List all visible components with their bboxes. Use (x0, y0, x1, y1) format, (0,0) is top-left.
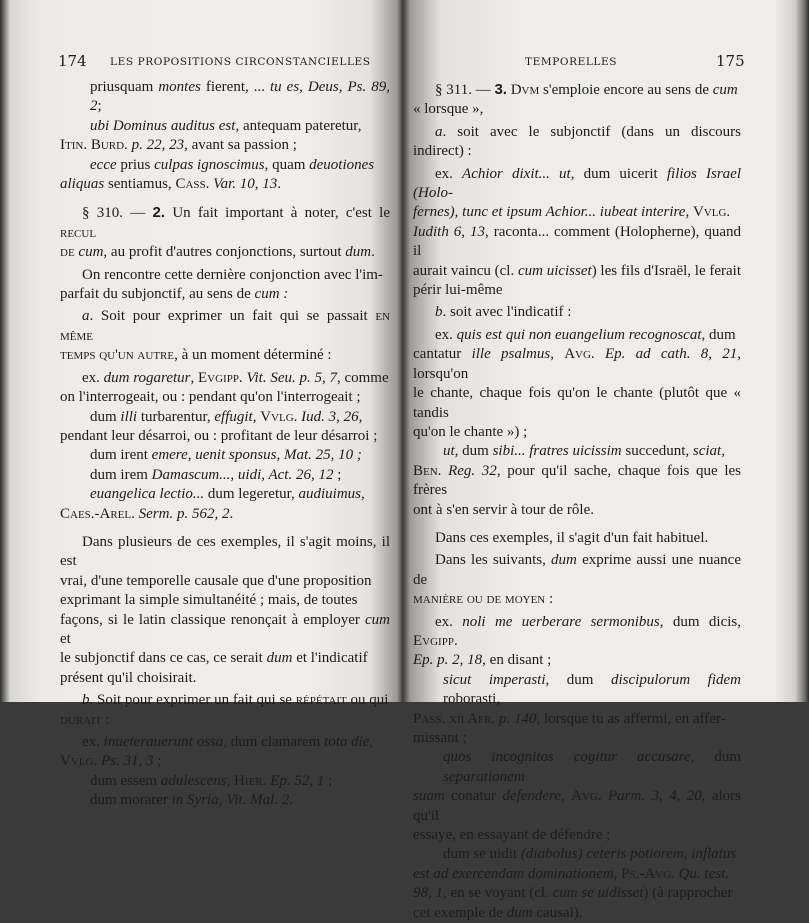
text-line: Ep. p. 2, 18, en disant ; (413, 652, 552, 669)
text-line: Dans les suivants, dum exprime aussi une nuance de (413, 552, 741, 588)
left-page-body (60, 78, 390, 811)
text-line: temps qu'un autre, à un moment déterminé : (60, 347, 332, 364)
right-page-body (413, 80, 741, 923)
text-line: quos incognitos cogitur accusare, dum separationem (443, 749, 741, 785)
text-line: dum illi turbarentur, effugit, Vvlg. Iud. 3, 26, (90, 408, 363, 425)
text-line: Pass. xii Afr. p. 140, lorsque tu as affermi, en affer- (413, 710, 726, 727)
text-line: de cum, au profit d'autres conjonctions, surtout dum. (60, 244, 375, 261)
text-line: sicut imperasti, dum discipulorum fidem roborasti, (443, 671, 742, 708)
text-line: ex. dum rogaretur, Evgipp. Vit. Seu. p. 5, 7, comme (82, 369, 389, 386)
text-line: parfait du subjonctif, au sens de cum : (60, 286, 289, 303)
page-number-right: 175 (716, 52, 745, 70)
text-line: ont à s'en servir à tour de rôle. (413, 501, 594, 518)
text-line: durait : (60, 711, 110, 728)
text-line: ecce prius culpas ignoscimus, quam deuotiones (90, 156, 375, 173)
text-line: cet exemple de dum causal). (413, 904, 583, 921)
text-line: aliquas sentiamus, Cass. Var. 10, 13. (60, 176, 282, 193)
right-page (405, 0, 809, 921)
text-line: périr lui-même (413, 282, 503, 299)
text-line: euangelica lectio... dum legeretur, audiuimus, (90, 486, 365, 503)
text-line: Dans plusieurs de ces exemples, il s'agit moins, il est (60, 533, 390, 570)
text-line: Dans ces exemples, il s'agit d'un fait habituel. (435, 529, 709, 546)
text-line: dum essem adulescens, Hier. Ep. 52, 1 ; (90, 772, 333, 789)
text-line: ex. Achior dixit... ut, dum uicerit filios Israel (Holo- (413, 165, 741, 202)
text-line: on l'interrogeait, ou : pendant qu'on l'interrogeait ; (60, 389, 361, 406)
text-line: « lorsque », (413, 101, 484, 118)
page-number-left: 174 (58, 52, 87, 70)
text-line: b. soit avec l'indicatif : (435, 304, 572, 321)
text-line: dum morarer in Syria, Vit. Mal. 2. (90, 792, 294, 809)
text-line: le subjonctif dans ce cas, ce serait dum et l'indicatif (60, 650, 368, 667)
text-line: 98, 1, en se voyant (cl. cum se uidisset) (à rapprocher (413, 885, 733, 902)
text-line: a. soit avec le subjonctif (dans un discours indirect) : (413, 123, 741, 160)
text-line: ut, dum sibi... fratres uicissim succedunt, sciat, (443, 443, 725, 460)
text-line: ex. quis est qui non euangelium recognoscat, dum (435, 326, 736, 343)
text-line: a. Soit pour exprimer un fait qui se passait en même (60, 308, 390, 344)
text-line: suam conatur defendere, Avg. Parm. 3, 4, 20, alors qu'il (413, 788, 741, 824)
text-line: priusquam montes fierent, ... tu es, Deus, Ps. 89, 2; (90, 79, 391, 115)
text-line: b. Soit pour exprimer un fait qui se répétait ou qui (82, 692, 389, 709)
running-head-right: TEMPORELLES (525, 56, 618, 68)
text-line: On rencontre cette dernière conjonction avec l'im- (82, 266, 383, 283)
text-line: missant ; (413, 730, 467, 746)
text-line: présent qu'il choisirait. (60, 669, 197, 686)
text-line: fernes), tunc et ipsum Achior... iubeat interire, Vvlg. (413, 204, 731, 221)
text-line: vrai, d'une temporelle causale que d'une proposition (60, 572, 372, 589)
text-line: est ad exercendam dominationem, Ps.-Avg. Qu. test. (413, 865, 729, 882)
running-head-left: LES PROPOSITIONS CIRCONSTANCIELLES (110, 56, 371, 68)
text-line: ex. noli me uerberare sermonibus, dum dicis, Evgipp. (413, 613, 741, 649)
text-line: Caes.-Arel. Serm. p. 562, 2. (60, 505, 234, 522)
text-line: § 311. — 3. Dvm s'emploie encore au sens de cum (435, 81, 738, 98)
text-line: cantatur ille psalmus, Avg. Ep. ad cath. 8, 21, lorsqu'on (413, 346, 741, 382)
text-line: dum se uidit (diabolus) ceteris potiorem, inflatus (443, 846, 737, 863)
text-line: pendant leur désarroi, ou : profitant de leur désarroi ; (60, 427, 378, 444)
text-line: ex. inueterauerunt ossa, dum clamarem tota die, (82, 734, 374, 750)
text-line: § 310. — 2. Un fait important à noter, c'est le recul (60, 204, 391, 241)
text-line: dum irem Damascum..., uidi, Act. 26, 12 ; (90, 466, 342, 483)
text-line: ubi Dominus auditus est, antequam pateretur, (90, 117, 362, 134)
text-line: façons, si le latin classique renonçait à employer cum et (60, 611, 390, 647)
text-line: dum irent emere, uenit sponsus, Mat. 25, 10 ; (90, 447, 362, 464)
text-line: essaye, en essayant de défendre ; (413, 827, 611, 844)
text-line: qu'on le chante ») ; (413, 423, 528, 440)
text-line: Iudith 6, 13, raconta... comment (Holopherne), quand il (413, 223, 741, 260)
text-line: le chante, chaque fois qu'on le chante (plutôt que « tandis (413, 385, 741, 421)
text-line: Vvlg. Ps. 31, 3 ; (60, 753, 162, 770)
text-line: Itin. Burd. p. 22, 23, avant sa passion ; (60, 137, 297, 154)
left-page (0, 0, 400, 809)
text-line: Ben. Reg. 32, pour qu'il sache, chaque fois que les frères (413, 462, 742, 499)
text-line: exprimant la simple simultanéité ; mais, de toutes (60, 592, 358, 609)
text-line: manière ou de moyen : (413, 591, 554, 608)
text-line: aurait vaincu (cl. cum uicisset) les fils d'Israël, le ferait (413, 262, 741, 279)
